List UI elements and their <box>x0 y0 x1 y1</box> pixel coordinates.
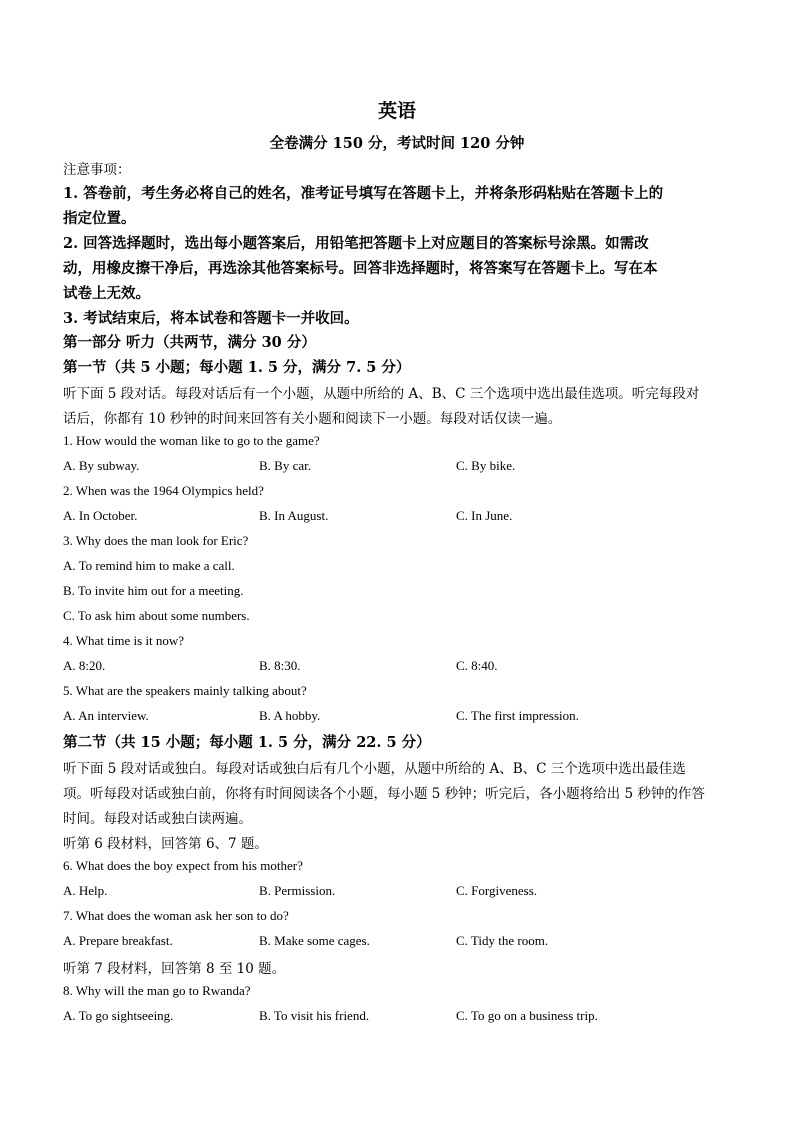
option-b: B. 8:30. <box>259 658 301 673</box>
section1-instructions: 话后，你都有 10 秒钟的时间来回答有关小题和阅读下一小题。每段对话仅读一遍。 <box>63 411 562 427</box>
question-stem: 6. What does the boy expect from his mother? <box>63 858 303 873</box>
question-stem: 3. Why does the man look for Eric? <box>63 533 249 548</box>
option-c: C. Tidy the room. <box>456 933 549 948</box>
option-c: C. The first impression. <box>456 708 579 723</box>
question-stem: 1. How would the woman like to go to the game? <box>63 433 320 448</box>
question-stem: 8. Why will the man go to Rwanda? <box>63 983 251 998</box>
notes-line: 动，用橡皮擦干净后，再选涂其他答案标号。回答非选择题时，将答案写在答题卡上。写在本 <box>63 260 658 277</box>
option-c: C. Forgiveness. <box>456 883 538 898</box>
page-subtitle: 全卷满分 150 分，考试时间 120 分钟 <box>269 135 525 152</box>
page-title: 英语 <box>377 100 416 122</box>
option-b: B. To visit his friend. <box>259 1008 370 1023</box>
option-a: A. An interview. <box>63 708 149 723</box>
notes-line: 试卷上无效。 <box>63 285 150 302</box>
section2-instructions: 时间。每段对话或独白读两遍。 <box>63 811 252 827</box>
option-b: B. Permission. <box>259 883 336 898</box>
question-stem: 2. When was the 1964 Olympics held? <box>63 483 264 498</box>
option-b: B. Make some cages. <box>259 933 370 948</box>
question-stem: 4. What time is it now? <box>63 633 185 648</box>
option-b: B. In August. <box>259 508 329 523</box>
material-heading: 听第 7 段材料，回答第 8 至 10 题。 <box>63 961 286 977</box>
option-a: A. Help. <box>63 883 108 898</box>
option-c: C. To go on a business trip. <box>456 1008 598 1023</box>
option-a: A. By subway. <box>63 458 140 473</box>
option-c: C. In June. <box>456 508 513 523</box>
notes-heading: 注意事项： <box>63 162 131 178</box>
question-stem: 5. What are the speakers mainly talking about? <box>63 683 307 698</box>
option-b: B. To invite him out for a meeting. <box>63 583 244 598</box>
section2-instructions: 项。听每段对话或独白前，你将有时间阅读各个小题，每小题 5 秒钟；听完后，各小题将给出 5 秒钟的作答 <box>63 786 705 802</box>
section2-heading: 第二节（共 15 小题；每小题 1. 5 分，满分 22. 5 分） <box>63 734 431 751</box>
notes-line: 3. 考试结束后，将本试卷和答题卡一并收回。 <box>63 310 359 327</box>
option-b: B. A hobby. <box>259 708 321 723</box>
option-b: B. By car. <box>259 458 311 473</box>
option-a: A. To remind him to make a call. <box>63 558 235 573</box>
part1-heading: 第一部分 听力（共两节，满分 30 分） <box>63 334 316 351</box>
option-a: A. Prepare breakfast. <box>63 933 173 948</box>
section2-instructions: 听下面 5 段对话或独白。每段对话或独白后有几个小题，从题中所给的 A、B、C 三个选项中选出最佳选 <box>63 761 686 777</box>
option-c: C. By bike. <box>456 458 516 473</box>
notes-line: 2. 回答选择题时，选出每小题答案后，用铅笔把答题卡上对应题目的答案标号涂黑。如需改 <box>63 235 649 252</box>
section1-instructions: 听下面 5 段对话。每段对话后有一个小题，从题中所给的 A、B、C 三个选项中选出最佳选项。听完每段对 <box>63 386 700 402</box>
notes-line: 1. 答卷前，考生务必将自己的姓名，准考证号填写在答题卡上，并将条形码粘贴在答题卡上的 <box>63 185 664 202</box>
option-a: A. 8:20. <box>63 658 106 673</box>
option-c: C. To ask him about some numbers. <box>63 608 250 623</box>
option-a: A. In October. <box>63 508 138 523</box>
material-heading: 听第 6 段材料，回答第 6、7 题。 <box>63 836 268 852</box>
option-c: C. 8:40. <box>456 658 498 673</box>
option-a: A. To go sightseeing. <box>63 1008 174 1023</box>
notes-line: 指定位置。 <box>63 210 136 227</box>
section1-heading: 第一节（共 5 小题；每小题 1. 5 分，满分 7. 5 分） <box>63 359 411 376</box>
question-stem: 7. What does the woman ask her son to do? <box>63 908 289 923</box>
